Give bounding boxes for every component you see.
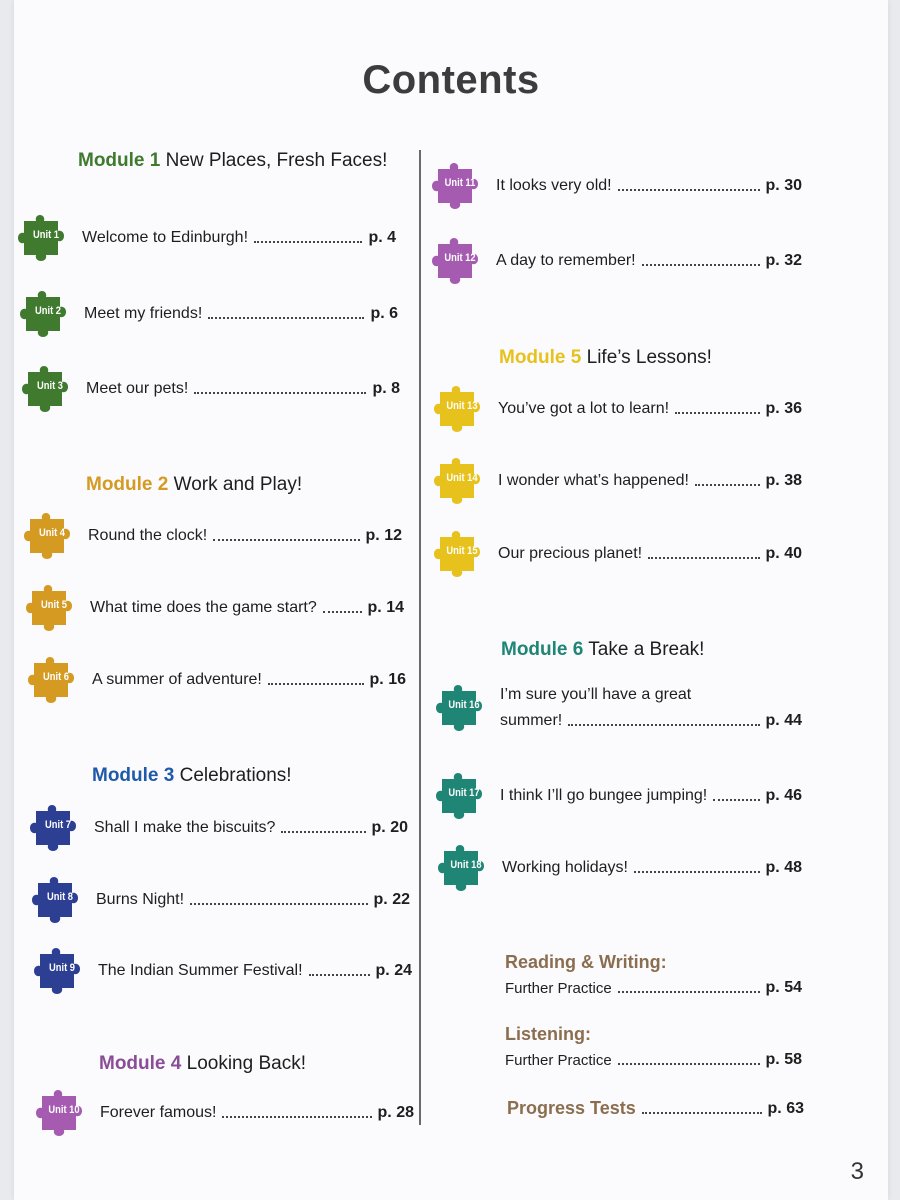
unit-9-entry[interactable] [32, 943, 412, 999]
section-heading: Listening: [505, 1024, 591, 1044]
page-ref: p. 36 [765, 400, 802, 417]
unit-title: Shall I make the biscuits? [94, 819, 276, 836]
unit-title: I think I’ll go bungee jumping! [500, 787, 708, 804]
puzzle-piece-icon: Unit 10 [34, 1086, 94, 1140]
module-title: Take a Break! [588, 639, 705, 660]
unit-8-entry[interactable] [30, 872, 410, 928]
reading-writing-section[interactable] [505, 952, 802, 997]
page-ref: p. 14 [367, 599, 404, 616]
unit-3-entry[interactable] [20, 361, 400, 417]
unit-title: Burns Night! [96, 891, 185, 908]
page-ref: p. 40 [765, 545, 802, 562]
unit-14-entry[interactable] [432, 453, 802, 509]
page-ref: p. 58 [765, 1051, 802, 1068]
dot-leader [281, 831, 365, 833]
dot-leader [634, 871, 760, 873]
page-ref: p. 4 [368, 229, 396, 246]
dot-leader [213, 539, 359, 541]
section-heading: Reading & Writing: [505, 952, 667, 972]
dot-leader [713, 799, 759, 801]
puzzle-piece-icon: Unit 18 [436, 841, 496, 895]
dot-leader [323, 611, 362, 613]
contents-page [14, 0, 888, 1200]
unit-title: Round the clock! [88, 527, 208, 544]
unit-7-entry[interactable] [28, 800, 408, 856]
dot-leader [648, 557, 759, 559]
unit-title: Welcome to Edinburgh! [82, 229, 249, 246]
dot-leader [675, 412, 759, 414]
unit-1-entry[interactable] [16, 210, 396, 266]
dot-leader [618, 189, 760, 191]
unit-title: Our precious planet! [498, 545, 643, 562]
dot-leader [222, 1116, 371, 1118]
unit-13-entry[interactable] [432, 381, 802, 437]
module-name: Module 4 [99, 1053, 182, 1074]
page-ref: p. 54 [765, 979, 802, 996]
unit-18-entry[interactable] [436, 840, 802, 896]
dot-leader [642, 264, 760, 266]
section-line: Further Practice [505, 979, 612, 997]
puzzle-piece-icon: Unit 15 [432, 527, 492, 581]
puzzle-piece-icon: Unit 5 [24, 581, 84, 635]
unit-title: A summer of adventure! [92, 671, 262, 688]
listening-section[interactable] [505, 1024, 802, 1069]
page-title: Contents [362, 58, 540, 102]
module-name: Module 2 [86, 474, 169, 495]
unit-title: You’ve got a lot to learn! [498, 400, 670, 417]
dot-leader [208, 317, 364, 319]
unit-title: A day to remember! [496, 252, 636, 269]
page-ref: p. 22 [373, 891, 410, 908]
unit-4-entry[interactable] [22, 508, 402, 564]
module-5-heading [499, 347, 712, 369]
unit-title: Forever famous! [100, 1104, 217, 1121]
puzzle-piece-icon: Unit 4 [22, 509, 82, 563]
puzzle-piece-icon: Unit 14 [432, 454, 492, 508]
module-name: Module 6 [501, 639, 584, 660]
module-6-heading [501, 639, 704, 661]
dot-leader [190, 903, 367, 905]
unit-title: Meet our pets! [86, 380, 189, 397]
puzzle-piece-icon: Unit 7 [28, 801, 88, 855]
page-ref: p. 24 [375, 962, 412, 979]
page-ref: p. 32 [765, 252, 802, 269]
section-heading: Progress Tests [507, 1098, 636, 1118]
unit-17-entry[interactable] [434, 768, 802, 824]
dot-leader [568, 724, 759, 726]
unit-10-entry[interactable] [34, 1085, 414, 1141]
dot-leader [254, 241, 362, 243]
dot-leader [618, 991, 760, 993]
page-ref: p. 28 [377, 1104, 414, 1121]
module-name: Module 5 [499, 347, 582, 368]
unit-11-entry[interactable] [430, 158, 802, 214]
unit-12-entry[interactable] [430, 233, 802, 289]
module-3-heading [92, 765, 292, 787]
module-name: Module 3 [92, 765, 175, 786]
unit-title: Working holidays! [502, 859, 628, 876]
unit-15-entry[interactable] [432, 526, 802, 582]
page-ref: p. 12 [365, 527, 402, 544]
dot-leader [194, 392, 366, 394]
unit-title: I’m sure you’ll have a great [500, 686, 692, 703]
unit-6-entry[interactable] [26, 652, 406, 708]
puzzle-piece-icon: Unit 6 [26, 653, 86, 707]
module-title: Looking Back! [186, 1053, 306, 1074]
page-ref: p. 48 [765, 859, 802, 876]
module-title: New Places, Fresh Faces! [165, 150, 388, 171]
puzzle-piece-icon: Unit 16 [434, 681, 494, 735]
page-ref: p. 20 [371, 819, 408, 836]
unit-16-entry[interactable] [434, 680, 802, 736]
column-divider [419, 150, 421, 1125]
puzzle-piece-icon: Unit 17 [434, 769, 494, 823]
dot-leader [642, 1112, 762, 1114]
puzzle-piece-icon: Unit 13 [432, 382, 492, 436]
puzzle-piece-icon: Unit 8 [30, 873, 90, 927]
dot-leader [618, 1063, 760, 1065]
module-1-heading [78, 150, 387, 172]
page-ref: p. 38 [765, 472, 802, 489]
unit-title: It looks very old! [496, 177, 612, 194]
page-number: 3 [850, 1158, 864, 1185]
page-ref: p. 63 [767, 1099, 804, 1117]
unit-5-entry[interactable] [24, 580, 404, 636]
module-title: Work and Play! [173, 474, 303, 495]
page-ref: p. 30 [765, 177, 802, 194]
page-ref: p. 16 [369, 671, 406, 688]
unit-title: Meet my friends! [84, 305, 203, 322]
progress-tests-section[interactable] [507, 1098, 804, 1119]
unit-title: I wonder what’s happened! [498, 472, 689, 489]
puzzle-piece-icon: Unit 2 [18, 287, 78, 341]
page-ref: p. 8 [372, 380, 400, 397]
puzzle-piece-icon: Unit 3 [20, 362, 80, 416]
puzzle-piece-icon: Unit 12 [430, 234, 490, 288]
dot-leader [695, 484, 760, 486]
page-ref: p. 6 [370, 305, 398, 322]
module-title: Life’s Lessons! [586, 347, 712, 368]
page-ref: p. 44 [765, 712, 802, 729]
puzzle-piece-icon: Unit 9 [32, 944, 92, 998]
dot-leader [309, 974, 370, 976]
section-line: Further Practice [505, 1051, 612, 1069]
module-title: Celebrations! [179, 765, 292, 786]
dot-leader [268, 683, 364, 685]
puzzle-piece-icon: Unit 1 [16, 211, 76, 265]
module-name: Module 1 [78, 150, 161, 171]
page-ref: p. 46 [765, 787, 802, 804]
unit-2-entry[interactable] [18, 286, 398, 342]
module-2-heading [86, 474, 302, 496]
unit-title: What time does the game start? [90, 599, 317, 616]
puzzle-piece-icon: Unit 11 [430, 159, 490, 213]
module-4-heading [99, 1053, 306, 1075]
unit-title: The Indian Summer Festival! [98, 962, 303, 979]
unit-title-continued: summer! [500, 712, 563, 729]
